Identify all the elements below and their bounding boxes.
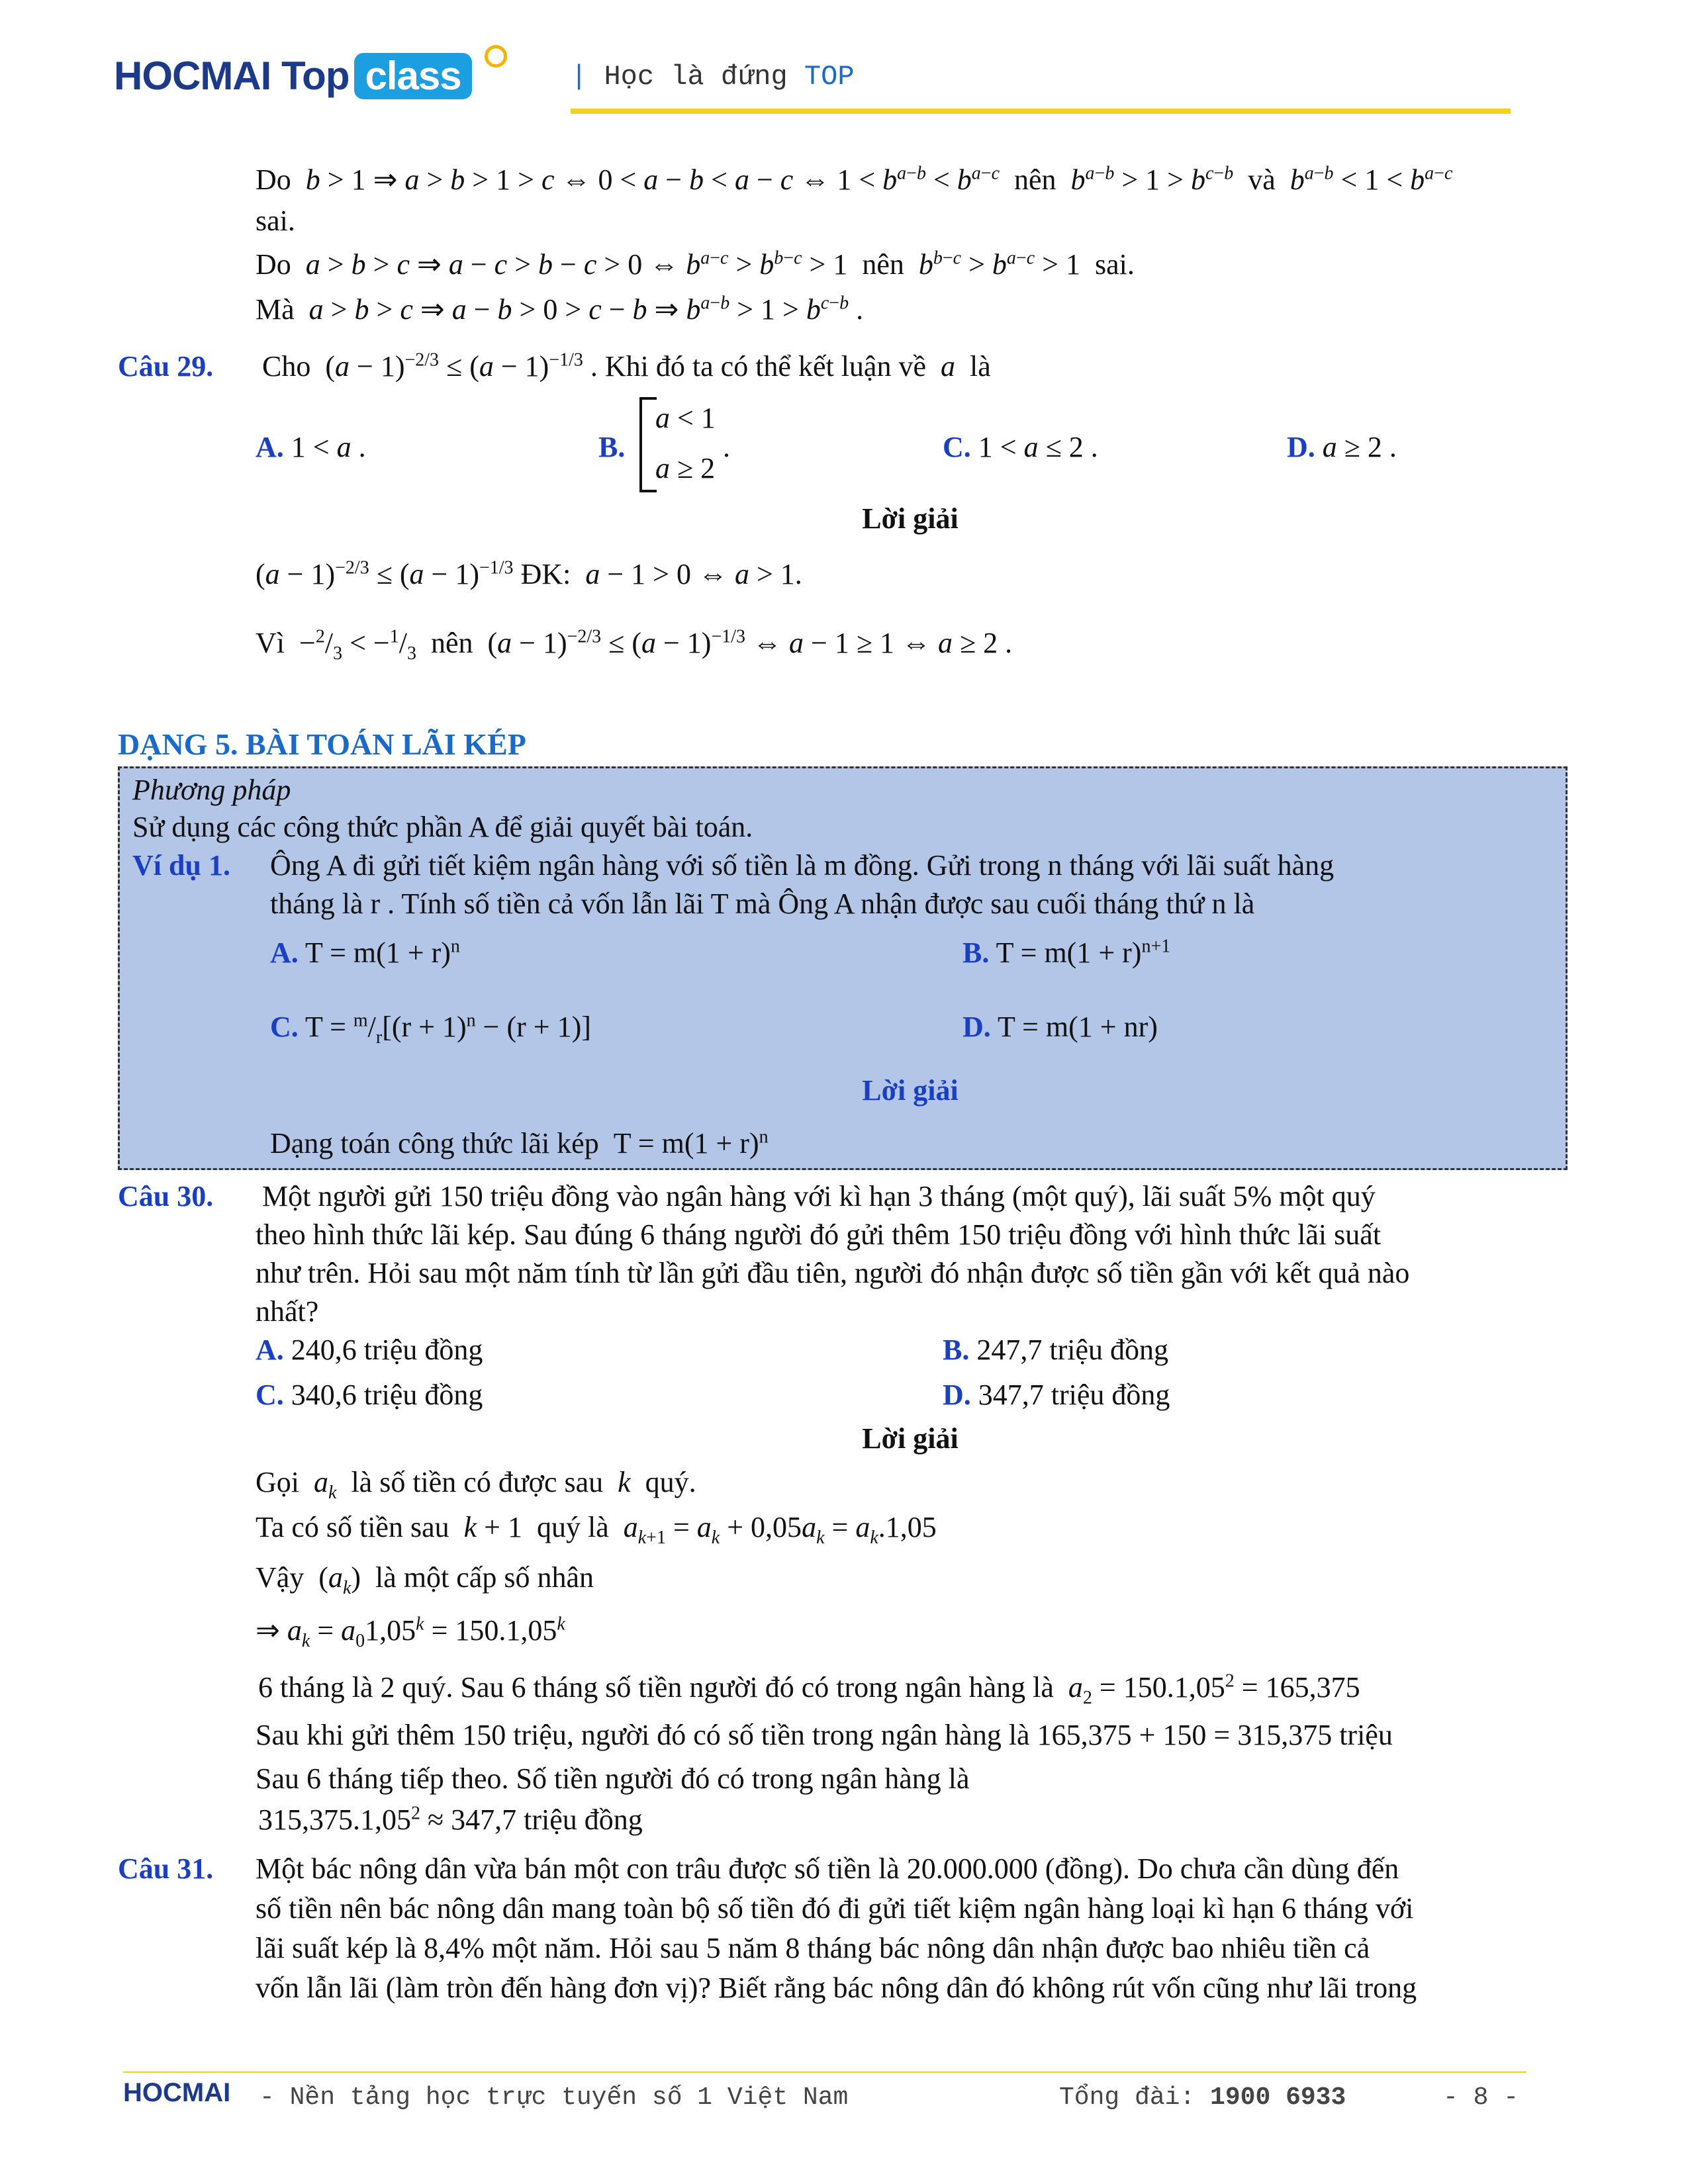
q29-option-d[interactable]: D. a ≥ 2 . [1287, 431, 1397, 463]
example-option-d[interactable]: D. T = m(1 + nr) [962, 1011, 1158, 1043]
q31-text-3: lãi suất kép là 8,4% một năm. Hỏi sau 5 năm 8 tháng bác nông dân nhận được bao nhiêu tiền cả [256, 1932, 1370, 1964]
footer-rule [123, 2071, 1526, 2073]
q30-option-a[interactable]: A. 240,6 triệu đồng [256, 1334, 483, 1366]
example-solution: Dạng toán công thức lãi kép $T = m(1 + r)^n$ [270, 1126, 769, 1160]
q30-solution-7: Sau 6 tháng tiếp theo. Số tiền người đó có trong ngân hàng là [256, 1762, 970, 1795]
example-option-c[interactable]: C. $T = ^m/_r[(r + 1)^n - (r + 1)]$ [270, 1010, 591, 1048]
q30-solution-3: Vậy $(a_k)$ là một cấp số nhân [256, 1561, 594, 1598]
q30-text-2: theo hình thức lãi kép. Sau đúng 6 tháng người đó gửi thêm 150 triệu đồng với hình thức lãi suất [256, 1218, 1382, 1251]
q29-text: Cho $(a - 1)^{-2/3} \le (a - 1)^{-1/3}$ . Khi đó ta có thể kết luận về a là [262, 349, 991, 383]
example-text-1: Ông A đi gửi tiết kiệm ngân hàng với số tiền là m đồng. Gửi trong n tháng với lãi suất hàng [270, 849, 1335, 882]
q30-solution-8: $315,375.1,05^2 \approx 347,7$ triệu đồng [258, 1803, 643, 1836]
q29-option-b[interactable]: B. [598, 431, 626, 463]
q30-text-1: Một người gửi 150 triệu đồng vào ngân hàng với kì hạn 3 tháng (một quý), lãi suất 5% một quý [262, 1180, 1376, 1212]
logo-text: HOCMAI Top [114, 54, 350, 98]
q30-option-d[interactable]: D. 347,7 triệu đồng [943, 1379, 1170, 1411]
q29-b-line1: a < 1 [655, 402, 716, 434]
cont-line-2: sai. [256, 205, 295, 237]
example-text-2: tháng là r . Tính số tiền cả vốn lẫn lãi T mà Ông A nhận được sau cuối tháng thứ n là [270, 887, 1255, 920]
q29-solution-2: Vì $-^2/_3 < -^1/_3$ nên $(a - 1)^{-2/3} \le (a - 1)^{-1/3}$ ⇔ a − 1 ≥ 1 ⇔ a ≥ 2 . [256, 626, 1013, 664]
method-title: Phương pháp [132, 774, 291, 806]
cont-line-4: Mà a > b > c ⇒ a − b > 0 > c − b ⇒ $b^{a-b} > 1 > b^{c-b}$ . [256, 293, 864, 326]
q29-b-dot: . [723, 431, 730, 463]
hocmai-topclass-logo [114, 53, 472, 99]
q29-option-a[interactable]: A. 1 < a . [256, 431, 366, 463]
q29-label: Câu 29. [118, 350, 214, 383]
example-option-a[interactable]: A. $T = m(1 + r)^n$ [270, 936, 460, 969]
q29-b-bracket [639, 397, 657, 492]
example-option-b[interactable]: B. $T = m(1 + r)^{n+1}$ [962, 936, 1171, 969]
q30-text-4: nhất? [256, 1295, 319, 1328]
logo-class-badge: class [354, 53, 471, 99]
cont-line-3: Do a > b > c ⇒ a − c > b − c > 0 ⇔ $b^{a-c} > b^{b-c} > 1$ nên $b^{b-c} > b^{a-c} > 1$ sai. [256, 248, 1135, 281]
q30-text-3: như trên. Hỏi sau một năm tính từ lần gửi đầu tiên, người đó nhận được số tiền gần với kết quả nào [256, 1257, 1410, 1289]
footer-tagline: - Nền tảng học trực tuyến số 1 Việt Nam [259, 2083, 849, 2112]
q31-text-1: Một bác nông dân vừa bán một con trâu được số tiền là 20.000.000 (đồng). Do chưa cần dùng đến [256, 1852, 1399, 1885]
header-rule [571, 109, 1511, 114]
motto-bar: | [571, 61, 588, 93]
q30-solution-6: Sau khi gửi thêm 150 triệu, người đó có số tiền trong ngân hàng là 165,375 + 150 = 315,375 triệu [256, 1719, 1393, 1751]
q30-solution-1: Gọi $a_k$ là số tiền có được sau k quý. [256, 1466, 696, 1503]
example-label: Ví dụ 1. [132, 849, 230, 882]
q30-solution-5: 6 tháng là 2 quý. Sau 6 tháng số tiền người đó có trong ngân hàng là $a_2 = 150.1,05^2 = 165,375$ [258, 1670, 1360, 1708]
q31-label: Câu 31. [118, 1852, 214, 1885]
q30-solution-4: ⇒ $a_k = a_01,05^k = 150.1,05^k$ [256, 1614, 565, 1651]
cont-line-1: Do b > 1 ⇒ a > b > 1 > c ⇔ 0 < a − b < a − c ⇔ $1 < b^{a-b} < b^{a-c}$ nên $b^{a-b} > 1 > b^{c-b}$ và $b^{a-b} < 1 < b^{a-c}$ [256, 163, 1453, 196]
method-text: Sử dụng các công thức phần A để giải quyết bài toán. [132, 811, 753, 843]
q30-solution-title: Lời giải [862, 1422, 959, 1455]
motto-text: Học là đứng [604, 61, 788, 93]
q30-option-c[interactable]: C. 340,6 triệu đồng [256, 1379, 483, 1411]
q29-solution-title: Lời giải [862, 502, 959, 535]
footer-hotline: Tổng đài: 1900 6933 [1059, 2083, 1346, 2112]
q31-text-4: vốn lẫn lãi (làm tròn đến hàng đơn vị)? Biết rằng bác nông dân đó không rút vốn cũng như lãi trong [256, 1972, 1417, 2004]
q29-b-line2: a ≥ 2 [655, 452, 716, 484]
footer-logo: HOCMAI [123, 2078, 231, 2107]
section-heading: DẠNG 5. BÀI TOÁN LÃI KÉP [118, 727, 526, 761]
q30-solution-2: Ta có số tiền sau k + 1 quý là $a_{k+1} = a_k + 0,05a_k = a_k.1,05$ [256, 1511, 937, 1548]
header-motto [571, 61, 855, 93]
footer-page-number: - 8 - [1443, 2083, 1519, 2112]
motto-top: TOP [804, 61, 855, 93]
q29-option-c[interactable]: C. 1 < a ≤ 2 . [943, 431, 1098, 463]
q29-solution-1: $(a - 1)^{-2/3} \le (a - 1)^{-1/3}$ ĐK: a − 1 > 0 ⇔ a > 1. [256, 557, 802, 590]
q31-text-2: số tiền nên bác nông dân mang toàn bộ số tiền đó đi gửi tiết kiệm ngân hàng loại kì hạn 6 tháng với [256, 1892, 1414, 1925]
q30-option-b[interactable]: B. 247,7 triệu đồng [943, 1334, 1168, 1366]
q30-label: Câu 30. [118, 1180, 214, 1212]
logo-star-icon [485, 45, 507, 68]
example-solution-title: Lời giải [862, 1074, 959, 1107]
